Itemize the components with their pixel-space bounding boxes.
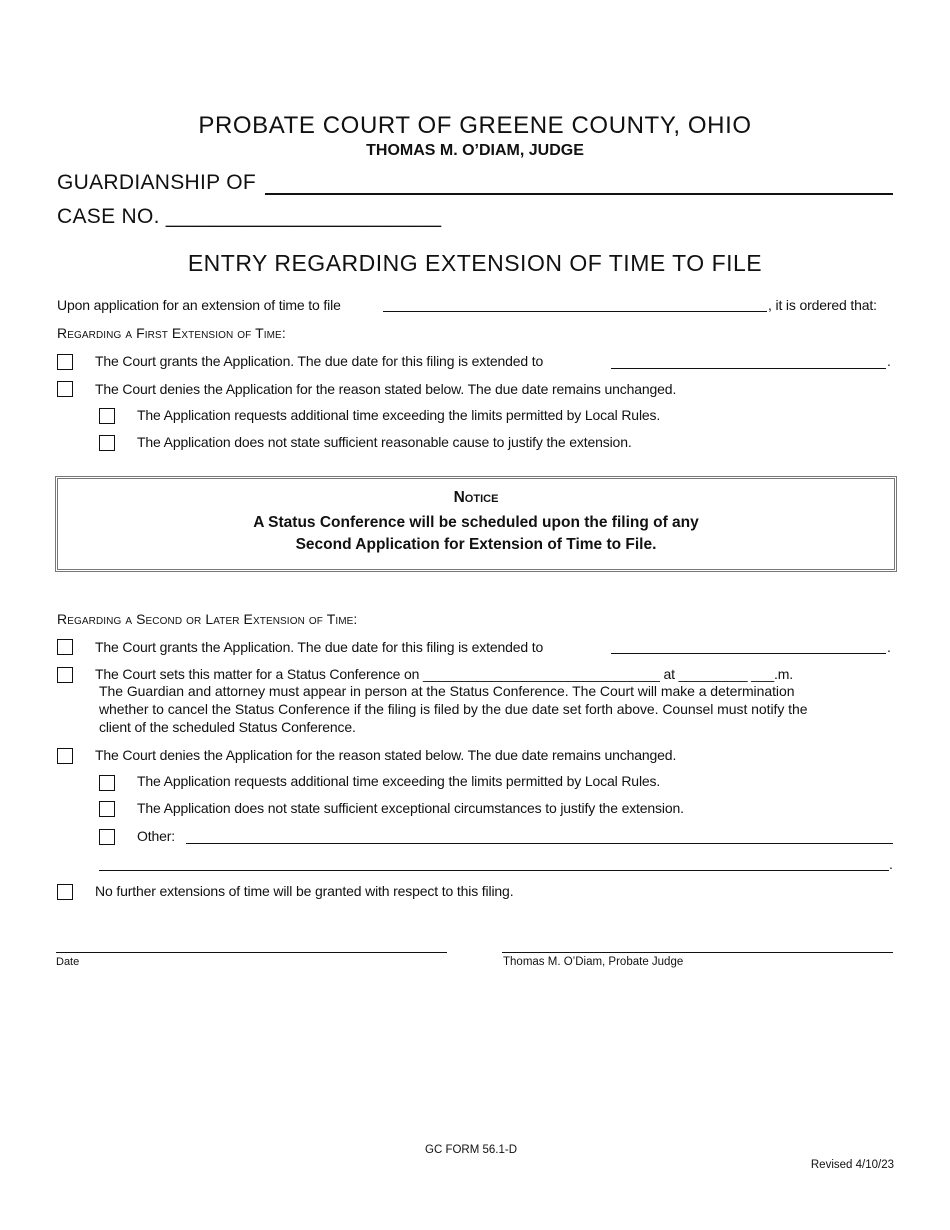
first-grant-text: The Court grants the Application. The due date for this filing is extended to	[95, 353, 544, 369]
status-conference-line-4: client of the scheduled Status Conference.	[99, 719, 356, 735]
first-reason2-checkbox[interactable]	[99, 435, 115, 451]
first-reason2-text: The Application does not state sufficient reasonable cause to justify the extension.	[137, 434, 632, 450]
judge-name: THOMAS M. O’DIAM, JUDGE	[366, 142, 584, 159]
notice-title: Notice	[453, 489, 499, 506]
second-grant-checkbox[interactable]	[57, 639, 73, 655]
period: .	[889, 856, 893, 872]
other-checkbox[interactable]	[99, 829, 115, 845]
first-reason1-text: The Application requests additional time exceeding the limits permitted by Local Rules.	[137, 407, 661, 423]
guardianship-label: GUARDIANSHIP OF	[57, 171, 256, 194]
second-deny-text: The Court denies the Application for the reason stated below. The due date remains unchanged.	[95, 747, 677, 763]
date-signature-line[interactable]	[56, 952, 447, 953]
no-further-checkbox[interactable]	[57, 884, 73, 900]
revision-date: Revised 4/10/23	[810, 1159, 894, 1171]
second-grant-text: The Court grants the Application. The due date for this filing is extended to	[95, 639, 544, 655]
court-name: PROBATE COURT OF GREENE COUNTY, OHIO	[198, 112, 752, 139]
status-conference-checkbox[interactable]	[57, 667, 73, 683]
other-field-line-2[interactable]	[99, 870, 889, 871]
notice-line-1: A Status Conference will be scheduled upon the filing of any	[253, 514, 699, 531]
status-conference-text[interactable]: The Court sets this matter for a Status Conference on _______________________________ at _________ ___.m.	[95, 666, 793, 682]
other-label: Other:	[137, 828, 176, 844]
judge-signature-line[interactable]	[502, 952, 893, 953]
second-reason1-checkbox[interactable]	[99, 775, 115, 791]
intro-text: Upon application for an extension of time to file	[57, 297, 341, 313]
second-extension-heading: Regarding a Second or Later Extension of Time:	[57, 611, 358, 627]
first-deny-text: The Court denies the Application for the reason stated below. The due date remains unchanged.	[95, 381, 677, 397]
no-further-text: No further extensions of time will be granted with respect to this filing.	[95, 883, 514, 899]
intro-suffix: , it is ordered that:	[768, 297, 877, 313]
first-due-date-field[interactable]	[611, 368, 886, 369]
notice-box	[55, 476, 897, 572]
date-label: Date	[56, 956, 80, 968]
guardianship-field[interactable]	[265, 193, 893, 195]
first-deny-checkbox[interactable]	[57, 381, 73, 397]
first-reason1-checkbox[interactable]	[99, 408, 115, 424]
status-conference-line-2: The Guardian and attorney must appear in person at the Status Conference. The Court will make a determination	[99, 683, 795, 699]
second-due-date-field[interactable]	[611, 653, 886, 654]
status-conference-line-3: whether to cancel the Status Conference if the filing is filed by the due date set forth above. Counsel must notify the	[99, 701, 808, 717]
first-grant-checkbox[interactable]	[57, 354, 73, 370]
case-number-field[interactable]: CASE NO. _______________________	[57, 205, 442, 228]
filing-name-field[interactable]	[383, 311, 767, 312]
second-deny-checkbox[interactable]	[57, 748, 73, 764]
first-extension-heading: Regarding a First Extension of Time:	[57, 325, 286, 341]
judge-signature-label: Thomas M. O’Diam, Probate Judge	[503, 956, 684, 968]
period: .	[887, 353, 891, 369]
form-number: GC FORM 56.1-D	[425, 1144, 518, 1156]
period: .	[887, 639, 891, 655]
second-reason1-text: The Application requests additional time exceeding the limits permitted by Local Rules.	[137, 773, 661, 789]
second-reason2-checkbox[interactable]	[99, 801, 115, 817]
second-reason2-text: The Application does not state sufficient exceptional circumstances to justify the extension.	[137, 800, 684, 816]
form-title: ENTRY REGARDING EXTENSION OF TIME TO FILE	[187, 250, 763, 276]
other-field-line-1[interactable]	[186, 843, 893, 844]
notice-line-2: Second Application for Extension of Time to File.	[295, 536, 657, 553]
